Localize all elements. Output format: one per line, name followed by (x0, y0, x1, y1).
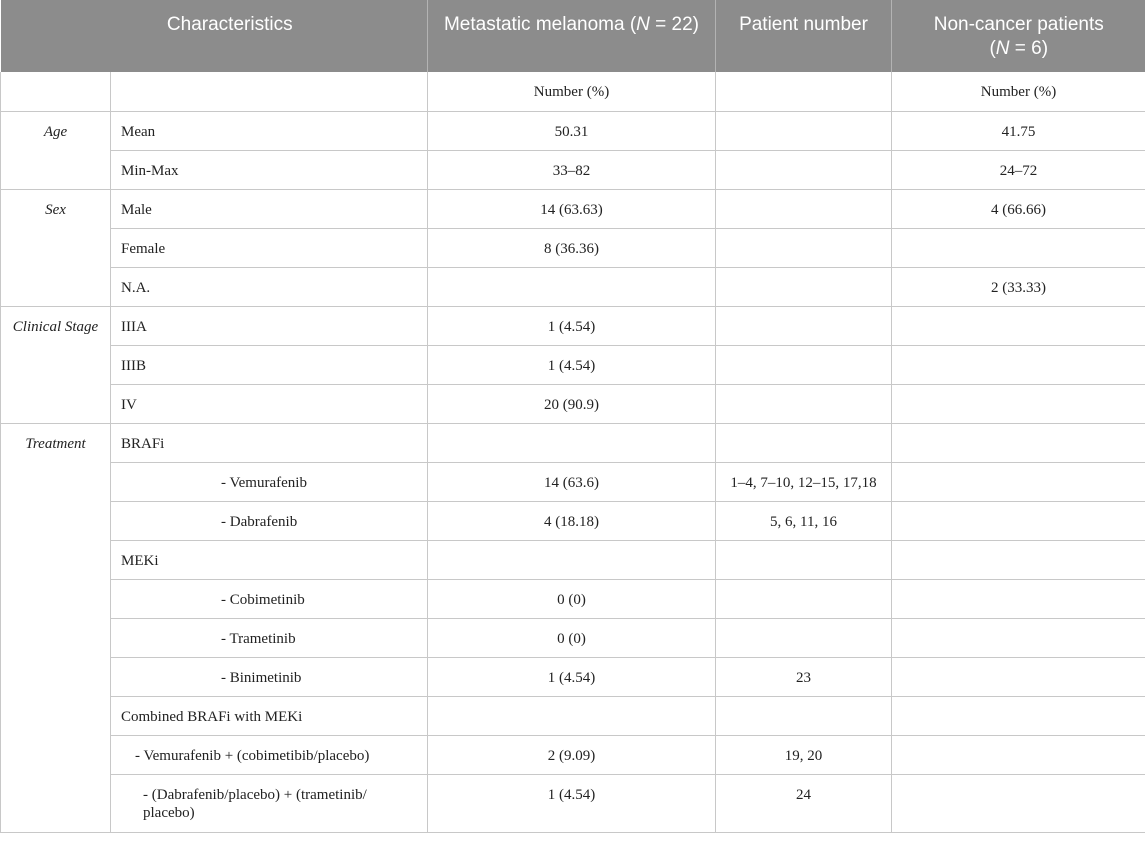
cell-patients: 24 (716, 774, 892, 832)
row-label: Female (111, 228, 428, 267)
cell-noncancer (892, 462, 1145, 501)
cell-melanoma: 14 (63.63) (428, 189, 716, 228)
row-label: IV (111, 384, 428, 423)
cell-noncancer (892, 579, 1145, 618)
cell-noncancer (892, 657, 1145, 696)
table-row (1, 189, 1145, 228)
cell-melanoma: 33–82 (428, 150, 716, 189)
row-label: - Dabrafenib (111, 501, 428, 540)
table-row (1, 384, 1145, 423)
row-label: - Trametinib (111, 618, 428, 657)
cell-noncancer (892, 618, 1145, 657)
cell-patients (716, 189, 892, 228)
table-row (1, 696, 1145, 735)
cell-noncancer (892, 735, 1145, 774)
row-label: N.A. (111, 267, 428, 306)
cell-noncancer: 41.75 (892, 111, 1145, 150)
cell-noncancer: 2 (33.33) (892, 267, 1145, 306)
header-patient-number: Patient number (716, 0, 892, 72)
header-metastatic-melanoma: Metastatic melanoma (N = 22) (428, 0, 716, 72)
units-melanoma: Number (%) (428, 72, 716, 111)
cell-melanoma (428, 540, 716, 579)
cell-noncancer (892, 345, 1145, 384)
row-label: MEKi (111, 540, 428, 579)
cell-patients (716, 423, 892, 462)
cell-noncancer (892, 540, 1145, 579)
cell-patients (716, 111, 892, 150)
cell-melanoma (428, 267, 716, 306)
header-non-cancer-patients: Non-cancer patients (N = 6) (892, 0, 1145, 72)
cell-patients (716, 150, 892, 189)
cell-melanoma: 0 (0) (428, 579, 716, 618)
header-row (1, 0, 1145, 72)
table-row (1, 618, 1145, 657)
category-age: Age (1, 111, 111, 189)
table-row (1, 540, 1145, 579)
cell-melanoma (428, 696, 716, 735)
cell-patients (716, 267, 892, 306)
table-row (1, 111, 1145, 150)
table-row (1, 735, 1145, 774)
cell-patients (716, 579, 892, 618)
table-row (1, 306, 1145, 345)
table-row (1, 267, 1145, 306)
category-clinical-stage: Clinical Stage (1, 306, 111, 423)
cell-melanoma: 1 (4.54) (428, 657, 716, 696)
cell-patients: 23 (716, 657, 892, 696)
cell-melanoma: 4 (18.18) (428, 501, 716, 540)
cell-melanoma: 50.31 (428, 111, 716, 150)
cell-melanoma: 14 (63.6) (428, 462, 716, 501)
cell-melanoma: 20 (90.9) (428, 384, 716, 423)
cell-noncancer (892, 384, 1145, 423)
category-sex: Sex (1, 189, 111, 306)
table-row (1, 579, 1145, 618)
table-row (1, 774, 1145, 832)
cell-melanoma (428, 423, 716, 462)
cell-noncancer (892, 228, 1145, 267)
cell-patients (716, 696, 892, 735)
cell-noncancer (892, 696, 1145, 735)
header-characteristics: Characteristics (1, 0, 428, 72)
category-treatment: Treatment (1, 423, 111, 832)
row-label: IIIB (111, 345, 428, 384)
cell-melanoma: 2 (9.09) (428, 735, 716, 774)
cell-patients: 19, 20 (716, 735, 892, 774)
cell-noncancer (892, 306, 1145, 345)
cell-patients: 5, 6, 11, 16 (716, 501, 892, 540)
cell-noncancer (892, 774, 1145, 832)
row-label: - Cobimetinib (111, 579, 428, 618)
cell-patients (716, 306, 892, 345)
row-label: Min-Max (111, 150, 428, 189)
table-row (1, 345, 1145, 384)
cell-melanoma: 1 (4.54) (428, 306, 716, 345)
cell-noncancer: 24–72 (892, 150, 1145, 189)
cell-patients (716, 345, 892, 384)
row-label: - (Dabrafenib/placebo) + (trametinib/ placebo) (111, 774, 428, 832)
table-row (1, 657, 1145, 696)
cell-melanoma: 0 (0) (428, 618, 716, 657)
row-label: Mean (111, 111, 428, 150)
cell-noncancer (892, 501, 1145, 540)
row-label: Male (111, 189, 428, 228)
cell-melanoma: 1 (4.54) (428, 774, 716, 832)
units-noncancer: Number (%) (892, 72, 1145, 111)
cell-patients (716, 540, 892, 579)
table-row (1, 423, 1145, 462)
units-row (1, 72, 1145, 111)
row-label: - Binimetinib (111, 657, 428, 696)
cell-noncancer (892, 423, 1145, 462)
table-row (1, 462, 1145, 501)
cell-patients (716, 228, 892, 267)
table-row (1, 501, 1145, 540)
cell-melanoma: 8 (36.36) (428, 228, 716, 267)
cell-patients: 1–4, 7–10, 12–15, 17,18 (716, 462, 892, 501)
cell-patients (716, 384, 892, 423)
table-row (1, 150, 1145, 189)
table-row (1, 228, 1145, 267)
cell-melanoma: 1 (4.54) (428, 345, 716, 384)
cell-patients (716, 618, 892, 657)
row-label: - Vemurafenib (111, 462, 428, 501)
row-label: IIIA (111, 306, 428, 345)
row-label: BRAFi (111, 423, 428, 462)
row-label: Combined BRAFi with MEKi (111, 696, 428, 735)
row-label: - Vemurafenib + (cobimetibib/placebo) (111, 735, 428, 774)
cell-noncancer: 4 (66.66) (892, 189, 1145, 228)
